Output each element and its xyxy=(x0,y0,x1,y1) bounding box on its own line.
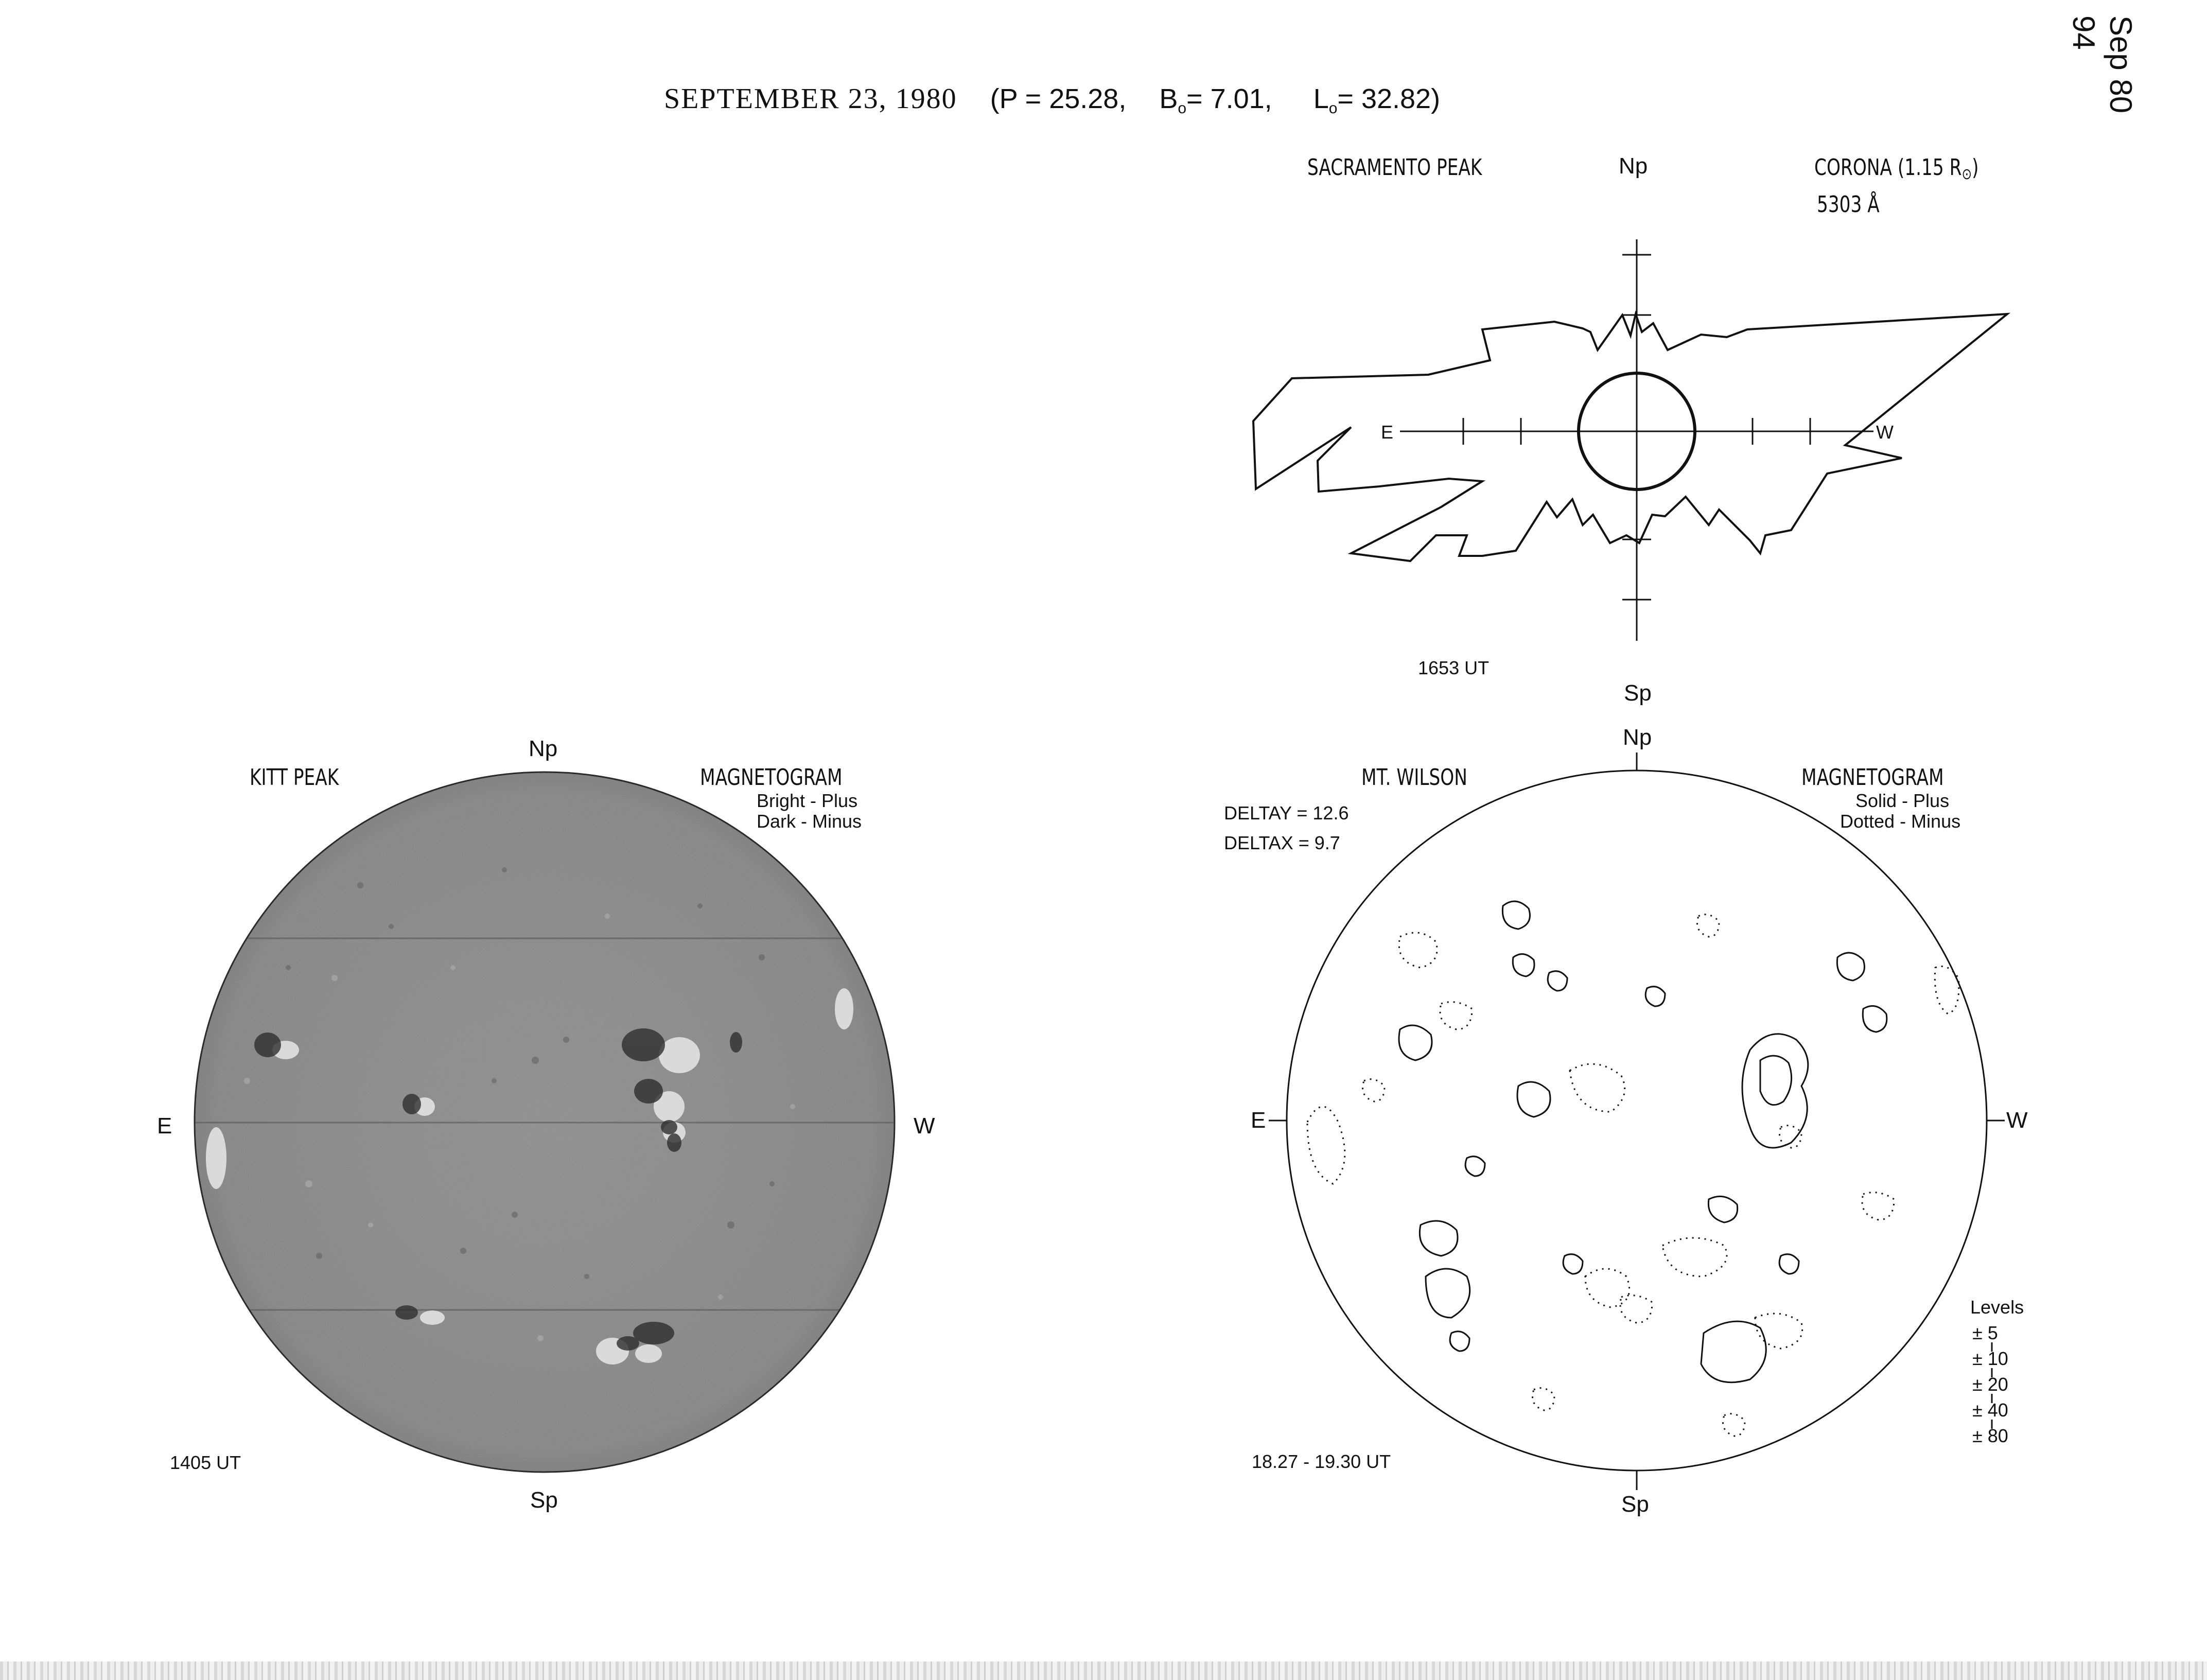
level-item: ± 40 xyxy=(1972,1399,2008,1421)
kitt-north-label: Np xyxy=(529,736,558,761)
kitt-west-label: W xyxy=(914,1113,935,1139)
wilson-deltay: DELTAY = 12.6 xyxy=(1224,802,1349,824)
wilson-deltax: DELTAX = 9.7 xyxy=(1224,832,1340,853)
levels-title: Levels xyxy=(1970,1297,2024,1318)
corona-east-label: E xyxy=(1381,422,1394,443)
corona-west-label: W xyxy=(1876,422,1894,443)
kitt-legend-minus: Dark - Minus xyxy=(757,811,862,832)
wilson-dotted-contours xyxy=(1307,915,1959,1436)
wilson-north-label: Np xyxy=(1623,725,1652,750)
level-item: ± 80 xyxy=(1972,1425,2008,1446)
wilson-legend-plus: Solid - Plus xyxy=(1855,790,1950,811)
kitt-time: 1405 UT xyxy=(170,1452,241,1473)
wilson-legend-minus: Dotted - Minus xyxy=(1840,811,1961,832)
l0-value: = 32.82) xyxy=(1337,83,1441,114)
wilson-solar-disk xyxy=(1287,771,1987,1471)
level-item: ± 20 xyxy=(1972,1374,2008,1395)
corona-time: 1653 UT xyxy=(1418,657,1490,678)
scan-bottom-edge xyxy=(0,1661,2207,1680)
page-number: 94 xyxy=(2066,15,2101,50)
wilson-magnetogram xyxy=(1269,752,2005,1490)
level-item: ± 5 xyxy=(1972,1322,1998,1343)
wilson-axis-ticks xyxy=(1269,752,2005,1490)
b0-label: $B_o$ xyxy=(1159,83,1187,117)
l0-label: $L_o$ xyxy=(1313,83,1338,117)
position-angle: (P = 25.28, xyxy=(990,83,1127,114)
corona-title: CORONA (1.15 R⊙) xyxy=(1814,154,1979,183)
wilson-south-label: Sp xyxy=(1621,1492,1649,1517)
corona-plot xyxy=(1253,239,2007,641)
wilson-solid-contours xyxy=(1399,901,1887,1382)
corona-intensity-outline xyxy=(1253,314,2007,561)
corona-observatory: SACRAMENTO PEAK xyxy=(1307,154,1482,181)
level-item: ± 10 xyxy=(1972,1348,2008,1369)
observation-date: SEPTEMBER 23, 1980 xyxy=(664,83,957,115)
wilson-type: MAGNETOGRAM xyxy=(1801,764,1944,791)
corona-wavelength: 5303 Å xyxy=(1817,191,1880,218)
b0-value: = 7.01, xyxy=(1186,83,1272,114)
corona-north-label: Np xyxy=(1619,153,1648,179)
kitt-observatory: KITT PEAK xyxy=(250,764,339,791)
wilson-observatory: MT. WILSON xyxy=(1361,764,1467,791)
wilson-time: 18.27 - 19.30 UT xyxy=(1252,1451,1391,1472)
kitt-legend-plus: Bright - Plus xyxy=(757,790,858,811)
kitt-magnetogram xyxy=(195,772,895,1472)
corona-south-label: Sp xyxy=(1624,680,1652,706)
wilson-west-label: W xyxy=(2006,1108,2028,1133)
kitt-type: MAGNETOGRAM xyxy=(700,764,843,791)
page-date-tab: Sep 80 xyxy=(2104,15,2138,114)
wilson-east-label: E xyxy=(1251,1108,1266,1133)
kitt-south-label: Sp xyxy=(530,1487,558,1513)
kitt-east-label: E xyxy=(157,1113,172,1139)
